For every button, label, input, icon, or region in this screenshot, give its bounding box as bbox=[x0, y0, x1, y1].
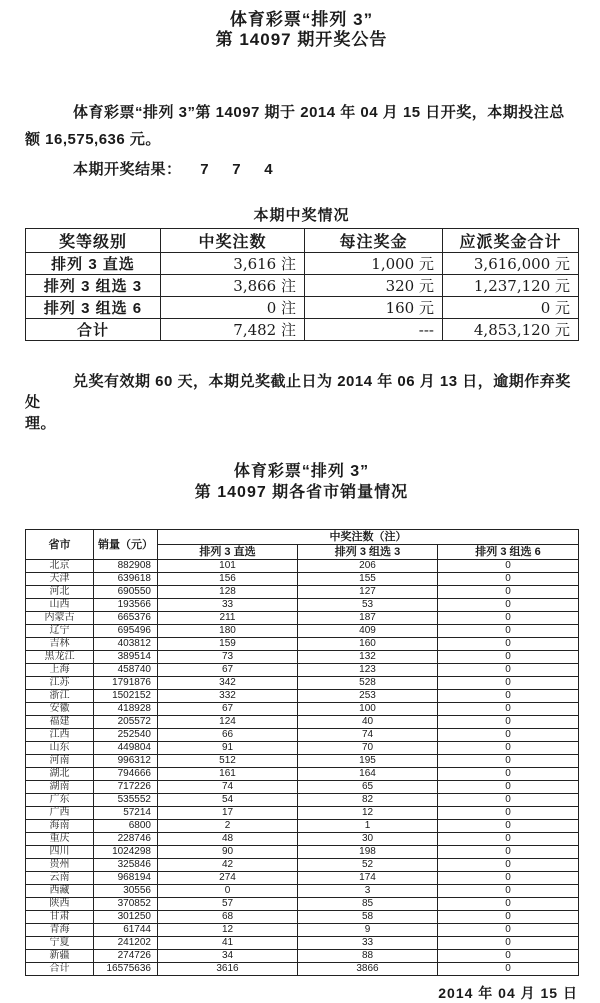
prize-table-row bbox=[26, 297, 579, 319]
sales-table-row bbox=[26, 885, 579, 898]
sales-table-row-cell: 0 bbox=[438, 638, 579, 651]
redeem-notice-line1: 兑奖有效期 60 天，本期兑奖截止日为 2014 年 06 月 13 日，逾期作弃奖处 bbox=[25, 373, 571, 411]
prize-table-row-cell: 0 注 bbox=[161, 297, 305, 319]
sales-table-row-cell: 湖北 bbox=[26, 768, 94, 781]
sales-table-row-cell: 40 bbox=[298, 716, 438, 729]
sales-table-row-cell: 0 bbox=[438, 703, 579, 716]
sales-table-row bbox=[26, 859, 579, 872]
sales-header-zuxuan3: 排列 3 组选 3 bbox=[298, 545, 438, 560]
sales-header-sales: 销量（元） bbox=[94, 530, 158, 560]
sales-table-row-cell: 河南 bbox=[26, 755, 94, 768]
sales-table-row-cell: 70 bbox=[298, 742, 438, 755]
sales-table-row-cell: 253 bbox=[298, 690, 438, 703]
sales-table-row-cell: 68 bbox=[158, 911, 298, 924]
sales-table-row-cell: 174 bbox=[298, 872, 438, 885]
sales-table-row-cell: 重庆 bbox=[26, 833, 94, 846]
sales-table-row-cell: 广东 bbox=[26, 794, 94, 807]
sales-table-row-cell: 0 bbox=[438, 937, 579, 950]
sales-table-row-cell: 535552 bbox=[94, 794, 158, 807]
prize-table-row-cell: --- bbox=[305, 319, 443, 341]
sales-table-row-cell: 128 bbox=[158, 586, 298, 599]
sales-table-row-cell: 江西 bbox=[26, 729, 94, 742]
sales-table-row bbox=[26, 768, 579, 781]
prize-table-row-cell: 7,482 注 bbox=[161, 319, 305, 341]
sales-table-row-cell: 512 bbox=[158, 755, 298, 768]
sales-table-row bbox=[26, 937, 579, 950]
sales-table-row-cell: 0 bbox=[438, 586, 579, 599]
sales-table-row-cell: 211 bbox=[158, 612, 298, 625]
prize-table-row-cell: 3,866 注 bbox=[161, 275, 305, 297]
sales-table-row-cell: 73 bbox=[158, 651, 298, 664]
page-title bbox=[25, 10, 578, 50]
sales-table-row-cell: 132 bbox=[298, 651, 438, 664]
draw-result-label: 本期开奖结果： bbox=[73, 161, 182, 178]
sales-table-row bbox=[26, 625, 579, 638]
sales-table-row-cell: 0 bbox=[438, 768, 579, 781]
sales-table-row-cell: 639618 bbox=[94, 573, 158, 586]
sales-table-row-cell: 6800 bbox=[94, 820, 158, 833]
sales-table-row bbox=[26, 638, 579, 651]
sales-table-row-cell: 甘肃 bbox=[26, 911, 94, 924]
sales-table-row bbox=[26, 651, 579, 664]
sales-table-row-cell: 241202 bbox=[94, 937, 158, 950]
sales-table-row-cell: 74 bbox=[298, 729, 438, 742]
sales-table-row-cell: 187 bbox=[298, 612, 438, 625]
sales-table-row-cell: 123 bbox=[298, 664, 438, 677]
sales-table-row-cell: 100 bbox=[298, 703, 438, 716]
sales-table-row-cell: 新疆 bbox=[26, 950, 94, 963]
sales-table-row-cell: 上海 bbox=[26, 664, 94, 677]
sales-table-row-cell: 61744 bbox=[94, 924, 158, 937]
sales-table-row-cell: 418928 bbox=[94, 703, 158, 716]
sales-table-row bbox=[26, 716, 579, 729]
prize-table-body bbox=[26, 253, 579, 341]
sales-table-row-cell: 57 bbox=[158, 898, 298, 911]
sales-table-row-cell: 205572 bbox=[94, 716, 158, 729]
sales-table-row-cell: 67 bbox=[158, 664, 298, 677]
sales-table-row-cell: 3616 bbox=[158, 963, 298, 976]
sales-table-row-cell: 0 bbox=[438, 716, 579, 729]
sales-table-row-cell: 794666 bbox=[94, 768, 158, 781]
sales-table-row-cell: 0 bbox=[438, 651, 579, 664]
sales-section-title bbox=[25, 461, 578, 503]
sales-table-row bbox=[26, 586, 579, 599]
redeem-notice-line2: 理。 bbox=[25, 415, 57, 432]
sales-table-row-cell: 717226 bbox=[94, 781, 158, 794]
sales-table-row-cell: 0 bbox=[438, 833, 579, 846]
sales-table-row-cell: 0 bbox=[438, 690, 579, 703]
sales-table-row-cell: 1791876 bbox=[94, 677, 158, 690]
sales-table-row-cell: 内蒙古 bbox=[26, 612, 94, 625]
sales-table-row-cell: 690550 bbox=[94, 586, 158, 599]
sales-table-row bbox=[26, 820, 579, 833]
sales-table-row-cell: 0 bbox=[438, 898, 579, 911]
sales-table-row-cell: 0 bbox=[438, 599, 579, 612]
sales-header-row1 bbox=[26, 530, 579, 545]
sales-table-row bbox=[26, 599, 579, 612]
sales-table-row-cell: 458740 bbox=[94, 664, 158, 677]
prize-table-row-cell: 排列 3 组选 6 bbox=[26, 297, 161, 319]
sales-table-row-cell: 陕西 bbox=[26, 898, 94, 911]
sales-table-row-cell: 41 bbox=[158, 937, 298, 950]
sales-table-row-cell: 浙江 bbox=[26, 690, 94, 703]
prize-table-row bbox=[26, 275, 579, 297]
sales-table-row bbox=[26, 911, 579, 924]
sales-table-row-cell: 北京 bbox=[26, 560, 94, 573]
sales-table-row bbox=[26, 742, 579, 755]
sales-table-row-cell: 968194 bbox=[94, 872, 158, 885]
sales-table-row-cell: 33 bbox=[298, 937, 438, 950]
prize-table-row-cell: 3,616 注 bbox=[161, 253, 305, 275]
sales-table-row bbox=[26, 924, 579, 937]
sales-table-row-cell: 0 bbox=[438, 950, 579, 963]
sales-table-row bbox=[26, 560, 579, 573]
sales-table-row-cell: 吉林 bbox=[26, 638, 94, 651]
sales-table-row-cell: 85 bbox=[298, 898, 438, 911]
sales-table-row-cell: 274 bbox=[158, 872, 298, 885]
sales-table-row-cell: 389514 bbox=[94, 651, 158, 664]
sales-table-row-cell: 33 bbox=[158, 599, 298, 612]
sales-table-row bbox=[26, 573, 579, 586]
sales-table bbox=[25, 529, 579, 976]
prize-table-row-cell: 0 元 bbox=[443, 297, 579, 319]
sales-table-row-cell: 0 bbox=[438, 729, 579, 742]
prize-table-row-cell: 1,000 元 bbox=[305, 253, 443, 275]
sales-table-row-cell: 449804 bbox=[94, 742, 158, 755]
sales-header-province: 省市 bbox=[26, 530, 94, 560]
prize-table-row bbox=[26, 253, 579, 275]
sales-table-row-cell: 0 bbox=[438, 820, 579, 833]
sales-table-row-cell: 0 bbox=[438, 781, 579, 794]
sales-table-row-cell: 90 bbox=[158, 846, 298, 859]
sales-table-row-cell: 180 bbox=[158, 625, 298, 638]
prize-table-header-row bbox=[26, 229, 579, 253]
sales-table-row-cell: 161 bbox=[158, 768, 298, 781]
sales-table-row-cell: 665376 bbox=[94, 612, 158, 625]
prize-table-row-cell: 1,237,120 元 bbox=[443, 275, 579, 297]
sales-table-row-cell: 127 bbox=[298, 586, 438, 599]
sales-table-row-cell: 301250 bbox=[94, 911, 158, 924]
sales-table-row-cell: 0 bbox=[438, 625, 579, 638]
sales-table-row-cell: 403812 bbox=[94, 638, 158, 651]
sales-table-row-cell: 42 bbox=[158, 859, 298, 872]
sales-table-row-cell: 228746 bbox=[94, 833, 158, 846]
footer-date: 2014 年 04 月 15 日 bbox=[438, 985, 578, 1001]
sales-table-row-cell: 9 bbox=[298, 924, 438, 937]
sales-table-row-cell: 274726 bbox=[94, 950, 158, 963]
sales-table-row-cell: 0 bbox=[438, 560, 579, 573]
sales-table-row-cell: 四川 bbox=[26, 846, 94, 859]
sales-table-row-cell: 0 bbox=[438, 573, 579, 586]
sales-table-row-cell: 409 bbox=[298, 625, 438, 638]
sales-table-row-cell: 0 bbox=[438, 612, 579, 625]
sales-table-row-cell: 91 bbox=[158, 742, 298, 755]
sales-table-row-cell: 0 bbox=[438, 872, 579, 885]
sales-table-row-cell: 164 bbox=[298, 768, 438, 781]
sales-table-row-cell: 合计 bbox=[26, 963, 94, 976]
sales-table-row-cell: 195 bbox=[298, 755, 438, 768]
sales-table-row-cell: 云南 bbox=[26, 872, 94, 885]
sales-table-row-cell: 159 bbox=[158, 638, 298, 651]
prize-header-count: 中奖注数 bbox=[161, 229, 305, 253]
prize-table-row-cell: 排列 3 组选 3 bbox=[26, 275, 161, 297]
prize-table-title: 本期中奖情况 bbox=[253, 207, 350, 224]
sales-table-body bbox=[26, 560, 579, 976]
sales-table-row bbox=[26, 677, 579, 690]
sales-table-row-cell: 52 bbox=[298, 859, 438, 872]
intro-paragraph bbox=[25, 99, 578, 183]
sales-table-row-cell: 65 bbox=[298, 781, 438, 794]
sales-table-row-cell: 山西 bbox=[26, 599, 94, 612]
sales-table-row-cell: 黑龙江 bbox=[26, 651, 94, 664]
prize-header-per-bet: 每注奖金 bbox=[305, 229, 443, 253]
sales-table-row bbox=[26, 950, 579, 963]
sales-table-row-cell: 66 bbox=[158, 729, 298, 742]
sales-table-row-cell: 0 bbox=[438, 885, 579, 898]
sales-table-row-cell: 12 bbox=[298, 807, 438, 820]
sales-table-row-cell: 342 bbox=[158, 677, 298, 690]
sales-table-row bbox=[26, 846, 579, 859]
sales-table-row-cell: 34 bbox=[158, 950, 298, 963]
sales-table-row-cell: 山东 bbox=[26, 742, 94, 755]
sales-table-row-cell: 0 bbox=[438, 859, 579, 872]
sales-table-row-cell: 2 bbox=[158, 820, 298, 833]
sales-table-row-cell: 12 bbox=[158, 924, 298, 937]
sales-table-row-cell: 53 bbox=[298, 599, 438, 612]
sales-table-row-cell: 江苏 bbox=[26, 677, 94, 690]
sales-table-row bbox=[26, 963, 579, 976]
sales-table-row bbox=[26, 781, 579, 794]
sales-table-row-cell: 198 bbox=[298, 846, 438, 859]
prize-table-row-cell: 排列 3 直选 bbox=[26, 253, 161, 275]
sales-table-row-cell: 3 bbox=[298, 885, 438, 898]
sales-table-row-cell: 124 bbox=[158, 716, 298, 729]
sales-table-row-cell: 西藏 bbox=[26, 885, 94, 898]
sales-table-row bbox=[26, 729, 579, 742]
sales-table-row bbox=[26, 807, 579, 820]
sales-table-row-cell: 0 bbox=[438, 911, 579, 924]
page-title-line2: 第 14097 期开奖公告 bbox=[215, 30, 388, 49]
sales-table-row bbox=[26, 794, 579, 807]
sales-table-row bbox=[26, 833, 579, 846]
sales-table-row-cell: 996312 bbox=[94, 755, 158, 768]
sales-table-row-cell: 30556 bbox=[94, 885, 158, 898]
sales-table-row-cell: 82 bbox=[298, 794, 438, 807]
page-title-line1: 体育彩票“排列 3” bbox=[229, 10, 374, 29]
sales-table-row-cell: 528 bbox=[298, 677, 438, 690]
sales-table-row-cell: 48 bbox=[158, 833, 298, 846]
prize-table-row-cell: 3,616,000 元 bbox=[443, 253, 579, 275]
sales-table-row-cell: 1 bbox=[298, 820, 438, 833]
sales-table-row-cell: 0 bbox=[438, 742, 579, 755]
sales-table-row-cell: 宁夏 bbox=[26, 937, 94, 950]
sales-table-row bbox=[26, 898, 579, 911]
sales-table-row-cell: 882908 bbox=[94, 560, 158, 573]
intro-line1: 体育彩票“排列 3”第 14097 期于 2014 年 04 月 15 日开奖，本期投注总 bbox=[73, 104, 565, 121]
sales-table-row-cell: 天津 bbox=[26, 573, 94, 586]
sales-table-row-cell: 福建 bbox=[26, 716, 94, 729]
sales-table-row-cell: 1024298 bbox=[94, 846, 158, 859]
prize-table-row-cell: 4,853,120 元 bbox=[443, 319, 579, 341]
sales-header-counts-group: 中奖注数（注） bbox=[158, 530, 579, 545]
sales-table-row-cell: 0 bbox=[438, 755, 579, 768]
intro-line2: 额 16,575,636 元。 bbox=[25, 131, 161, 148]
prize-table-row bbox=[26, 319, 579, 341]
sales-table-row-cell: 252540 bbox=[94, 729, 158, 742]
prize-table-row-cell: 320 元 bbox=[305, 275, 443, 297]
sales-table-row-cell: 156 bbox=[158, 573, 298, 586]
sales-table-row-cell: 0 bbox=[438, 677, 579, 690]
prize-table-row-cell: 160 元 bbox=[305, 297, 443, 319]
sales-table-row-cell: 16575636 bbox=[94, 963, 158, 976]
sales-table-row bbox=[26, 872, 579, 885]
sales-table-row bbox=[26, 755, 579, 768]
sales-table-row-cell: 155 bbox=[298, 573, 438, 586]
sales-table-row-cell: 3866 bbox=[298, 963, 438, 976]
sales-table-row-cell: 0 bbox=[438, 807, 579, 820]
sales-table-row-cell: 54 bbox=[158, 794, 298, 807]
sales-table-row bbox=[26, 612, 579, 625]
sales-table-row-cell: 325846 bbox=[94, 859, 158, 872]
draw-result-line bbox=[25, 156, 578, 183]
sales-title-line1: 体育彩票“排列 3” bbox=[233, 463, 370, 480]
prize-header-total: 应派奖金合计 bbox=[443, 229, 579, 253]
sales-table-row-cell: 广西 bbox=[26, 807, 94, 820]
sales-table-row-cell: 58 bbox=[298, 911, 438, 924]
sales-table-row-cell: 332 bbox=[158, 690, 298, 703]
sales-table-row-cell: 88 bbox=[298, 950, 438, 963]
sales-table-row-cell: 101 bbox=[158, 560, 298, 573]
sales-header-zhixuan: 排列 3 直选 bbox=[158, 545, 298, 560]
sales-table-row-cell: 青海 bbox=[26, 924, 94, 937]
sales-table-row-cell: 17 bbox=[158, 807, 298, 820]
prize-table bbox=[25, 228, 579, 341]
sales-table-row-cell: 河北 bbox=[26, 586, 94, 599]
sales-table-row-cell: 0 bbox=[438, 963, 579, 976]
sales-table-row bbox=[26, 664, 579, 677]
sales-table-row-cell: 0 bbox=[158, 885, 298, 898]
sales-table-row-cell: 695496 bbox=[94, 625, 158, 638]
prize-table-row-cell: 合计 bbox=[26, 319, 161, 341]
sales-table-row-cell: 安徽 bbox=[26, 703, 94, 716]
sales-table-row-cell: 辽宁 bbox=[26, 625, 94, 638]
sales-table-row bbox=[26, 703, 579, 716]
sales-table-row-cell: 海南 bbox=[26, 820, 94, 833]
sales-table-row-cell: 57214 bbox=[94, 807, 158, 820]
sales-table-row bbox=[26, 690, 579, 703]
sales-table-row-cell: 0 bbox=[438, 924, 579, 937]
sales-title-line2: 第 14097 期各省市销量情况 bbox=[194, 484, 409, 501]
sales-table-row-cell: 0 bbox=[438, 664, 579, 677]
sales-table-row-cell: 湖南 bbox=[26, 781, 94, 794]
sales-table-row-cell: 67 bbox=[158, 703, 298, 716]
sales-table-row-cell: 160 bbox=[298, 638, 438, 651]
sales-table-row-cell: 370852 bbox=[94, 898, 158, 911]
sales-table-row-cell: 0 bbox=[438, 846, 579, 859]
sales-table-row-cell: 206 bbox=[298, 560, 438, 573]
prize-header-level: 奖等级别 bbox=[26, 229, 161, 253]
sales-table-row-cell: 74 bbox=[158, 781, 298, 794]
redeem-notice bbox=[25, 371, 578, 434]
sales-table-row-cell: 1502152 bbox=[94, 690, 158, 703]
sales-table-row-cell: 贵州 bbox=[26, 859, 94, 872]
sales-table-row-cell: 193566 bbox=[94, 599, 158, 612]
sales-table-row-cell: 0 bbox=[438, 794, 579, 807]
sales-header-zuxuan6: 排列 3 组选 6 bbox=[438, 545, 579, 560]
draw-result-numbers: 7 7 4 bbox=[200, 161, 283, 178]
sales-table-row-cell: 30 bbox=[298, 833, 438, 846]
